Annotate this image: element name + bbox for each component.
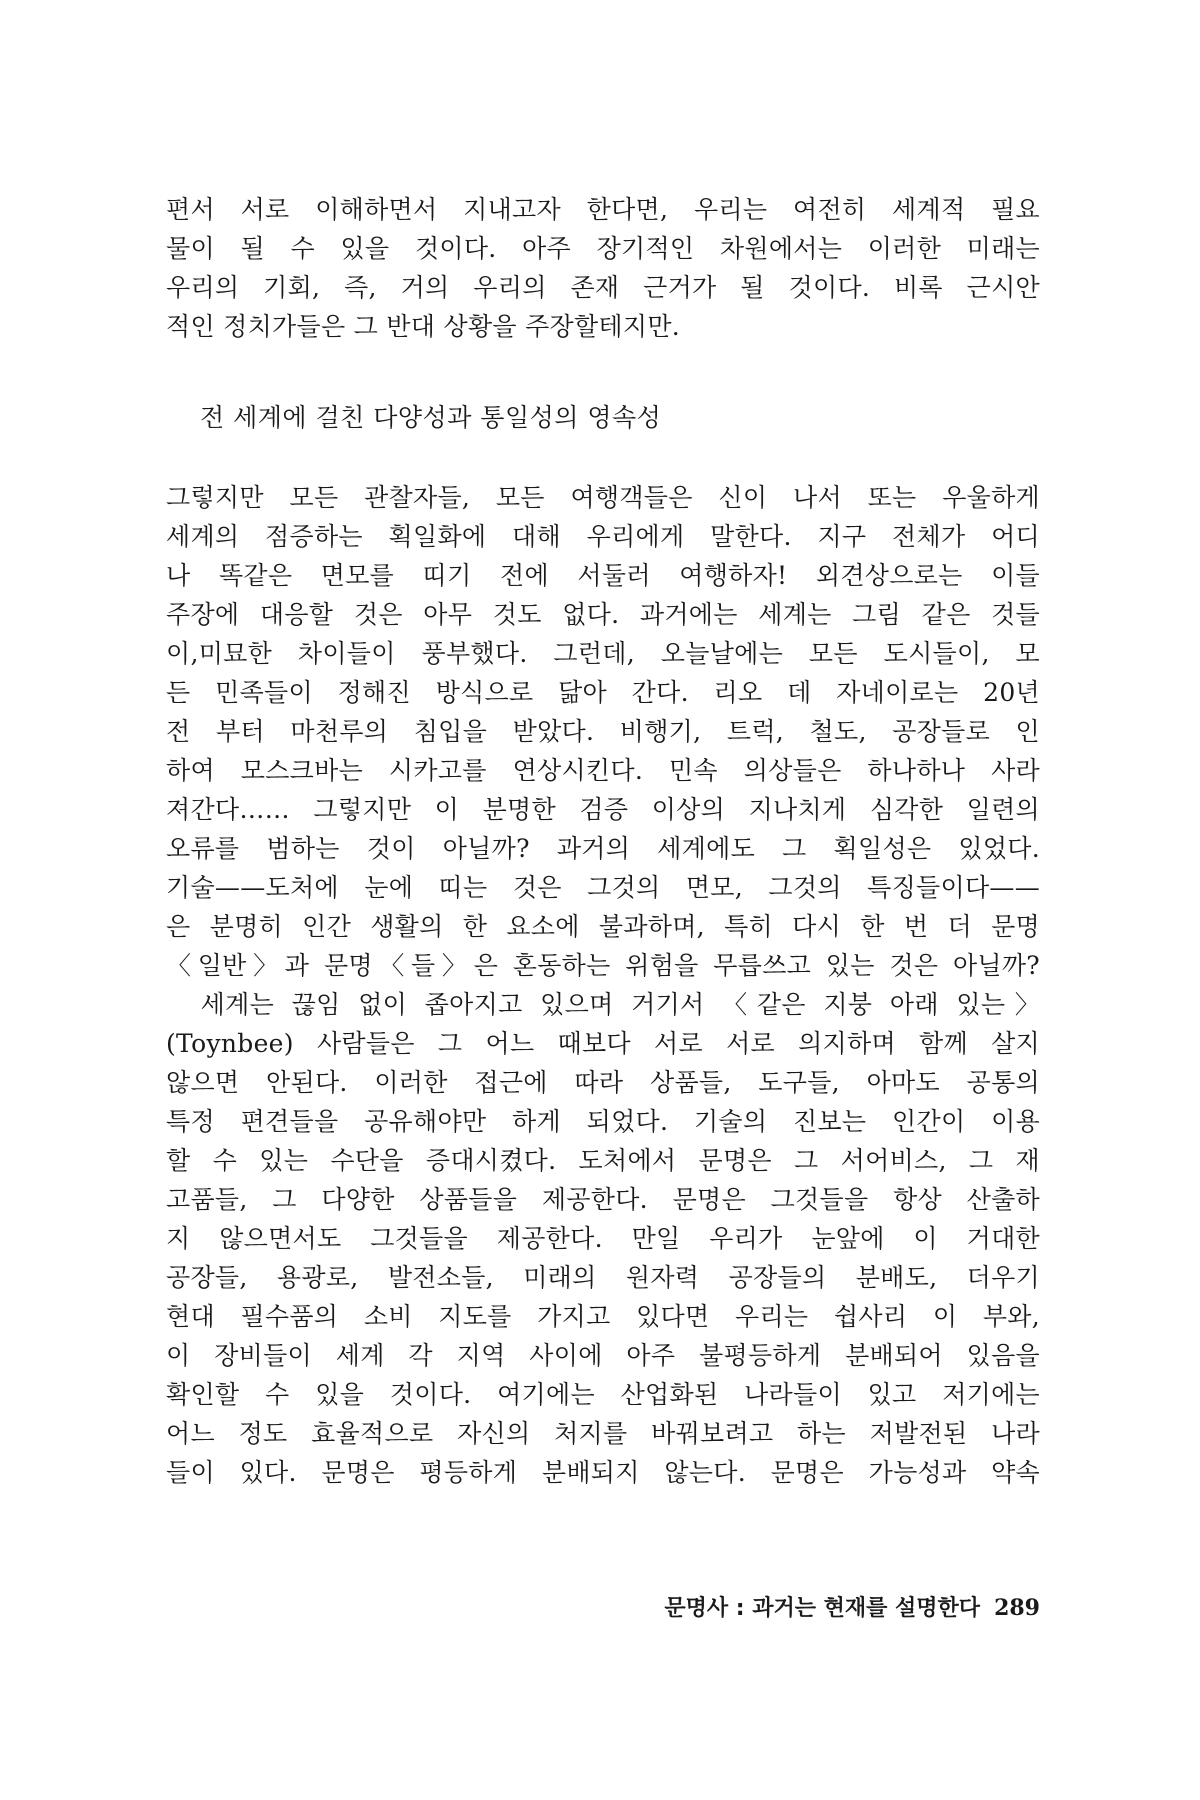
text-line: 그렇지만 모든 관찰자들, 모든 여행객들은 신이 나서 또는 우울하게	[166, 483, 1040, 512]
text-line: 세계는 끊임 없이 좁아지고 있으며 거기서 〈같은 지붕 아래 있는〉	[166, 990, 1040, 1019]
text-line: 고품들, 그 다양한 상품들을 제공한다. 문명은 그것들을 항상 산출하	[166, 1185, 1040, 1214]
text-line: 든 민족들이 정해진 방식으로 닮아 간다. 리오 데 자네이로는 20년	[166, 678, 1040, 707]
page-number: 289	[994, 1595, 1040, 1621]
text-line: 않으면 안된다. 이러한 접근에 따라 상품들, 도구들, 아마도 공통의	[166, 1068, 1040, 1097]
text-line: 〈일반〉과 문명〈들〉은 혼동하는 위험을 무릅쓰고 있는 것은 아닐까?	[166, 951, 1040, 980]
text-line: 확인할 수 있을 것이다. 여기에는 산업화된 나라들이 있고 저기에는	[166, 1380, 1040, 1409]
text-line: 오류를 범하는 것이 아닐까? 과거의 세계에도 그 획일성은 있었다.	[166, 834, 1040, 863]
intro-paragraph	[166, 190, 1040, 346]
text-line: 들이 있다. 문명은 평등하게 분배되지 않는다. 문명은 가능성과 약속	[166, 1458, 1040, 1487]
text-line: 주장에 대응할 것은 아무 것도 없다. 과거에는 세계는 그림 같은 것들	[166, 600, 1040, 629]
text-line: 우리의 기회, 즉, 거의 우리의 존재 근거가 될 것이다. 비록 근시안	[166, 273, 1040, 302]
text-line: 적인 정치가들은 그 반대 상황을 주장할테지만.	[166, 312, 681, 341]
text-line: 물이 될 수 있을 것이다. 아주 장기적인 차원에서는 이러한 미래는	[166, 234, 1040, 263]
text-line: 하여 모스크바는 시카고를 연상시킨다. 민속 의상들은 하나하나 사라	[166, 756, 1040, 785]
text-line: (Toynbee) 사람들은 그 어느 때보다 서로 서로 의지하며 함께 살지	[166, 1029, 1040, 1058]
text-line: 이 장비들이 세계 각 지역 사이에 아주 불평등하게 분배되어 있음을	[166, 1341, 1040, 1370]
text-line: 지 않으면서도 그것들을 제공한다. 만일 우리가 눈앞에 이 거대한	[166, 1224, 1040, 1253]
text-line: 특정 편견들을 공유해야만 하게 되었다. 기술의 진보는 인간이 이용	[166, 1107, 1040, 1136]
text-line: 기술——도처에 눈에 띠는 것은 그것의 면모, 그것의 특징들이다——	[166, 873, 1040, 902]
text-line: 전 부터 마천루의 침입을 받았다. 비행기, 트럭, 철도, 공장들로 인	[166, 717, 1040, 746]
main-paragraph	[166, 478, 1040, 1492]
text-line: 나 똑같은 면모를 띠기 전에 서둘러 여행하자! 외견상으로는 이들	[166, 561, 1040, 590]
running-title: 문명사 : 과거는 현재를 설명한다	[664, 1596, 981, 1621]
text-line: 할 수 있는 수단을 증대시켰다. 도처에서 문명은 그 서어비스, 그 재	[166, 1146, 1040, 1175]
text-line: 이,미묘한 차이들이 풍부했다. 그런데, 오늘날에는 모든 도시들이, 모	[166, 639, 1040, 668]
page-footer	[596, 1590, 1040, 1627]
text-line: 은 분명히 인간 생활의 한 요소에 불과하며, 특히 다시 한 번 더 문명	[166, 912, 1040, 941]
section-heading: 전 세계에 걸친 다양성과 통일성의 영속성	[200, 403, 662, 432]
text-line: 현대 필수품의 소비 지도를 가지고 있다면 우리는 쉽사리 이 부와,	[166, 1302, 1040, 1331]
text-line: 세계의 점증하는 획일화에 대해 우리에게 말한다. 지구 전체가 어디	[166, 522, 1040, 551]
text-line: 어느 정도 효율적으로 자신의 처지를 바꿔보려고 하는 저발전된 나라	[166, 1419, 1040, 1448]
text-line: 공장들, 용광로, 발전소들, 미래의 원자력 공장들의 분배도, 더우기	[166, 1263, 1040, 1292]
text-line: 져간다…… 그렇지만 이 분명한 검증 이상의 지나치게 심각한 일련의	[166, 795, 1040, 824]
text-line: 편서 서로 이해하면서 지내고자 한다면, 우리는 여전히 세계적 필요	[166, 195, 1040, 224]
